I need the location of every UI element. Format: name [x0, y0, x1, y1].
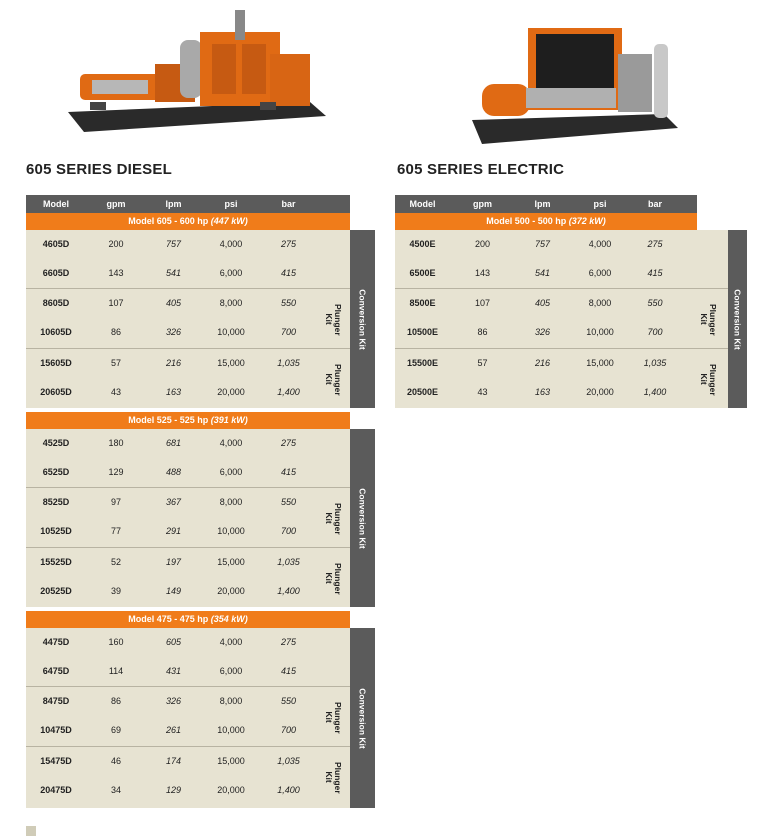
- model-band-605: [26, 213, 350, 230]
- column-header-psi: psi: [593, 199, 607, 209]
- plunger-kit-label: Plunger Kit: [324, 701, 343, 734]
- footer-square-marker: [26, 826, 36, 836]
- electric-spec-table: [395, 195, 747, 411]
- table-row: 6525D 129 488 6,000 415: [42, 467, 297, 477]
- column-header-gpm: gpm: [106, 199, 126, 209]
- table-row: 20475D 34 129 20,000 1,400: [40, 785, 300, 795]
- diesel-table-header: [26, 195, 350, 213]
- table-row: 4525D 180 681 4,000 275: [42, 438, 297, 448]
- band-label: Model 525 - 525 hp: [128, 415, 209, 425]
- diesel-section-title: 605 SERIES DIESEL: [26, 161, 172, 178]
- table-row: 4605D 200 757 4,000 275: [42, 239, 297, 249]
- column-header-lpm: lpm: [165, 199, 182, 209]
- column-header-model: Model: [43, 199, 69, 209]
- table-row: 15525D 52 197 15,000 1,035: [40, 557, 300, 567]
- column-header-psi: psi: [224, 199, 238, 209]
- electric-table-header: [395, 195, 697, 213]
- band-kw: (391 kW): [210, 415, 248, 425]
- table-row: 10475D 69 261 10,000 700: [40, 725, 297, 735]
- table-row: 10525D 77 291 10,000 700: [40, 526, 297, 536]
- band-kw: (447 kW): [210, 216, 248, 226]
- conversion-kit-label: Conversion Kit: [358, 487, 369, 549]
- model-group-525: [26, 429, 350, 607]
- column-header-lpm: lpm: [534, 199, 551, 209]
- table-row: 15475D 46 174 15,000 1,035: [40, 756, 300, 766]
- plunger-kit-label: Plunger Kit: [324, 363, 343, 396]
- plunger-kit-label: Plunger Kit: [699, 303, 718, 336]
- table-row: 6500E 143 541 6,000 415: [409, 268, 663, 278]
- column-header-bar: bar: [281, 199, 296, 209]
- conversion-kit-label: Conversion Kit: [358, 687, 369, 749]
- plunger-kit-label: Plunger Kit: [324, 303, 343, 336]
- model-band-500: [395, 213, 697, 230]
- model-group-605: [26, 230, 350, 408]
- table-row: 10605D 86 326 10,000 700: [40, 327, 297, 337]
- table-row: 6475D 114 431 6,000 415: [42, 666, 297, 676]
- electric-section-title: 605 SERIES ELECTRIC: [397, 161, 565, 178]
- column-header-gpm: gpm: [473, 199, 492, 209]
- conversion-kit-label: Conversion Kit: [358, 288, 369, 350]
- band-label: Model 475 - 475 hp: [128, 614, 209, 624]
- plunger-kit-label: Plunger Kit: [324, 761, 343, 794]
- band-label: Model 500 - 500 hp: [486, 216, 567, 226]
- column-header-model: Model: [409, 199, 436, 209]
- table-row: 10500E 86 326 10,000 700: [406, 327, 663, 337]
- table-row: 8525D 97 367 8,000 550: [42, 497, 297, 507]
- table-row: 8605D 107 405 8,000 550: [42, 298, 297, 308]
- table-row: 15605D 57 216 15,000 1,035: [40, 358, 300, 368]
- column-header-bar: bar: [647, 199, 662, 209]
- diesel-unit-photo: [60, 4, 332, 146]
- table-row: 15500E 57 216 15,000 1,035: [406, 358, 667, 368]
- table-row: 8500E 107 405 8,000 550: [409, 298, 663, 308]
- table-row: 20500E 43 163 20,000 1,400: [406, 387, 667, 397]
- table-row: 6605D 143 541 6,000 415: [42, 268, 297, 278]
- diesel-spec-table: [26, 195, 375, 808]
- model-band-475: [26, 611, 350, 628]
- table-row: 20605D 43 163 20,000 1,400: [40, 387, 300, 397]
- band-kw: (372 kW): [568, 216, 606, 226]
- model-group-475: [26, 628, 350, 808]
- plunger-kit-label: Plunger Kit: [324, 562, 343, 595]
- table-row: 8475D 86 326 8,000 550: [42, 696, 297, 706]
- table-row: 4475D 160 605 4,000 275: [42, 637, 297, 647]
- plunger-kit-label: Plunger Kit: [699, 363, 718, 396]
- electric-unit-photo: [468, 14, 682, 152]
- conversion-kit-label: Conversion Kit: [733, 288, 744, 350]
- table-row: 20525D 39 149 20,000 1,400: [40, 586, 300, 596]
- plunger-kit-label: Plunger Kit: [324, 502, 343, 535]
- table-row: 4500E 200 757 4,000 275: [409, 239, 663, 249]
- band-label: Model 605 - 600 hp: [128, 216, 209, 226]
- band-kw: (354 kW): [210, 614, 248, 624]
- model-band-525: [26, 412, 350, 429]
- model-group-500: [395, 230, 728, 408]
